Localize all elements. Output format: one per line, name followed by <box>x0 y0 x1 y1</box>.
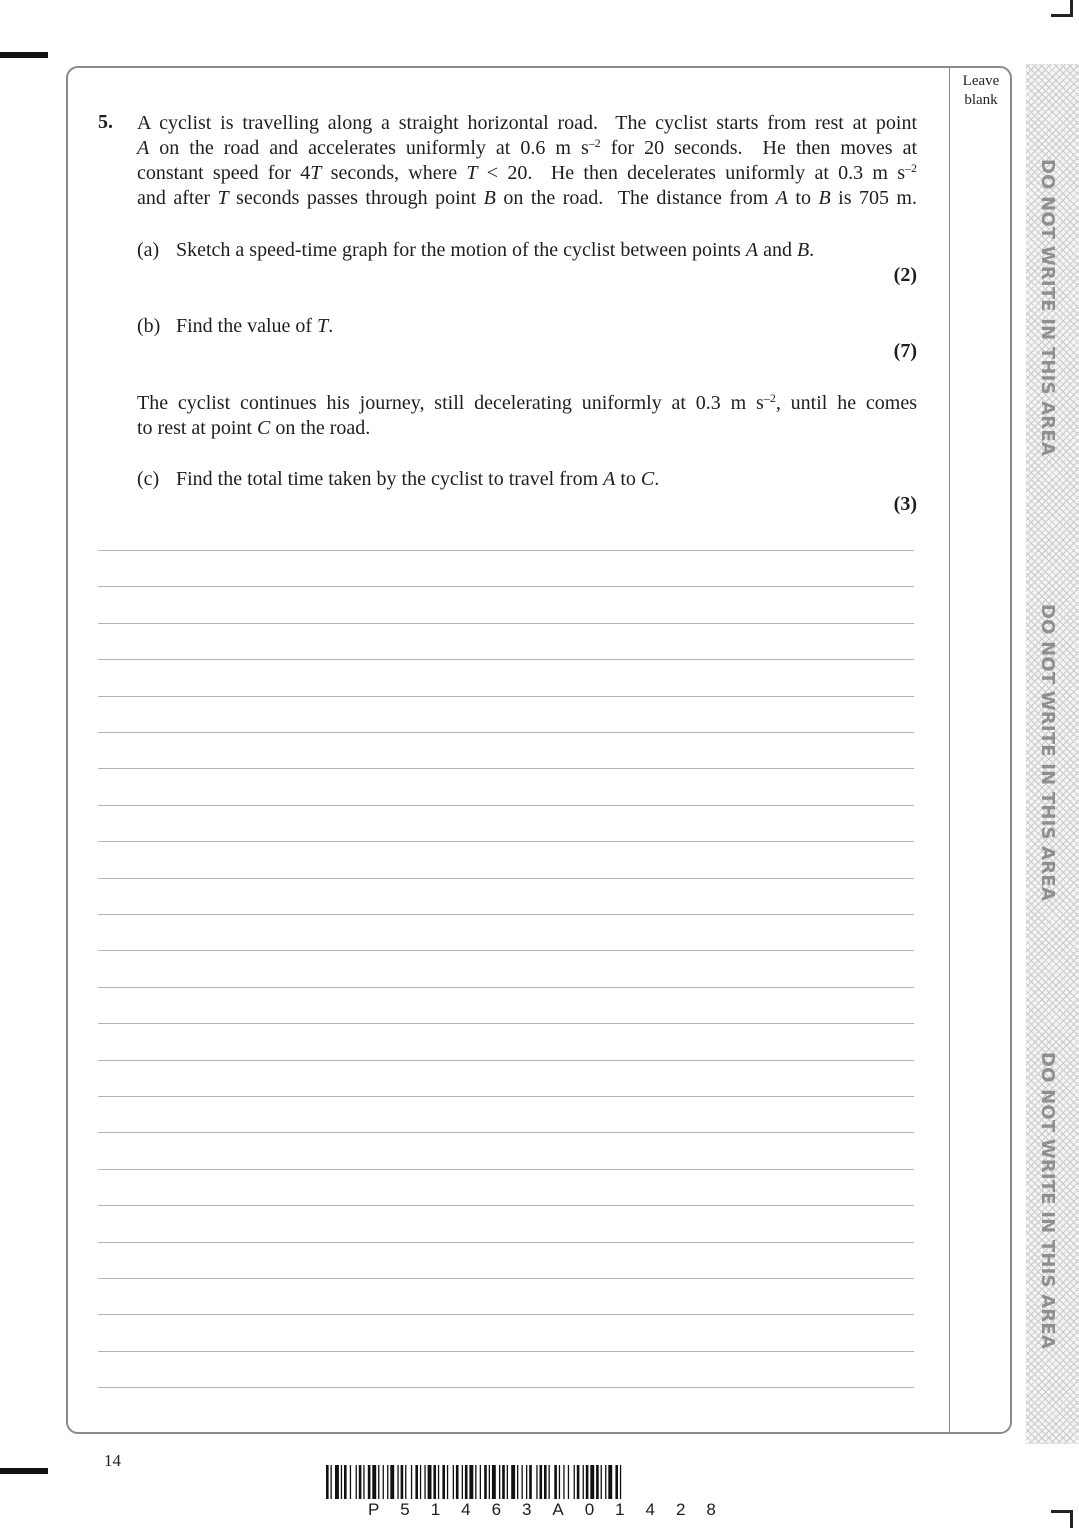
barcode-bar <box>341 1465 342 1499</box>
leave-blank-label <box>951 72 1011 110</box>
answer-line[interactable] <box>98 550 914 551</box>
crop-mark-top-right-h <box>1051 14 1073 17</box>
answer-line[interactable] <box>98 1387 914 1388</box>
barcode-digit: 4 <box>461 1500 471 1519</box>
answer-line[interactable] <box>98 841 914 842</box>
answer-line[interactable] <box>98 1169 914 1170</box>
barcode-bar <box>559 1465 560 1499</box>
barcode-bar <box>507 1465 508 1499</box>
barcode-bar <box>401 1465 404 1499</box>
answer-line[interactable] <box>98 768 914 769</box>
barcode-bar <box>526 1465 527 1499</box>
answer-line[interactable] <box>98 696 914 697</box>
barcode-bar <box>363 1465 364 1499</box>
barcode-bar <box>438 1465 439 1499</box>
answer-line[interactable] <box>98 805 914 806</box>
leave-blank-divider <box>949 68 950 1432</box>
barcode-bar <box>447 1465 448 1499</box>
barcode-bar <box>387 1465 388 1499</box>
answer-line[interactable] <box>98 1060 914 1061</box>
barcode-bar <box>608 1465 612 1499</box>
stem-line-4: and after T seconds passes through point B on the road. The distance from A to B is 705 m. <box>137 187 917 209</box>
crop-mark-bottom-right-h <box>1051 1510 1073 1513</box>
barcode-bar <box>590 1465 594 1499</box>
barcode-bar <box>415 1465 418 1499</box>
barcode-bar <box>453 1465 454 1499</box>
margin-warning-2 <box>1027 603 1067 901</box>
barcode-bar <box>405 1465 406 1499</box>
barcode-bar <box>465 1465 468 1499</box>
barcode-bar <box>390 1465 394 1499</box>
barcode-bar <box>583 1465 584 1499</box>
barcode-bar <box>577 1465 580 1499</box>
barcode-digit: 4 <box>645 1500 656 1519</box>
barcode-bar <box>350 1465 351 1499</box>
barcode-bar <box>544 1465 547 1499</box>
barcode-digit: 3 <box>521 1500 532 1519</box>
margin-warning-3 <box>1027 1051 1067 1349</box>
barcode-digit: A <box>552 1500 564 1519</box>
answer-line[interactable] <box>98 1314 914 1315</box>
barcode-bar <box>596 1465 599 1499</box>
margin-warning-1 <box>1027 158 1067 456</box>
answer-line[interactable] <box>98 732 914 733</box>
barcode-bar <box>442 1465 445 1499</box>
barcode-bar <box>499 1465 500 1499</box>
barcode-bar <box>522 1465 523 1499</box>
barcode-digit: 1 <box>430 1500 441 1519</box>
barcode-text <box>326 1500 750 1520</box>
answer-line[interactable] <box>98 1023 914 1024</box>
continuation-line-2: to rest at point C on the road. <box>137 417 371 439</box>
answer-line[interactable] <box>98 1242 914 1243</box>
barcode-bar <box>563 1465 564 1499</box>
stem-line-3: constant speed for 4T seconds, where T < 20. He then decelerates uniformly at 0.3 m $s^{-2}$ <box>137 161 917 184</box>
barcode-bar <box>529 1465 532 1499</box>
barcode-bar <box>424 1465 425 1499</box>
margin-warning-text-2: DO NOT WRITE IN THIS AREA <box>1036 603 1058 901</box>
barcode-bar <box>475 1465 476 1499</box>
part-c-marks: (3) <box>893 493 917 515</box>
page-number: 14 <box>104 1451 121 1470</box>
barcode-bar <box>511 1465 515 1499</box>
barcode-bar <box>568 1465 569 1499</box>
answer-line[interactable] <box>98 950 914 951</box>
barcode-bar <box>344 1465 347 1499</box>
barcode-bar <box>549 1465 550 1499</box>
answer-line[interactable] <box>98 1205 914 1206</box>
barcode-bar <box>601 1465 602 1499</box>
barcode <box>326 1465 750 1499</box>
barcode-bar <box>456 1465 459 1499</box>
margin-warning-text-3: DO NOT WRITE IN THIS AREA <box>1036 1051 1058 1349</box>
part-b-marks: (7) <box>893 340 917 362</box>
barcode-bar <box>378 1465 379 1499</box>
barcode-digit: 0 <box>584 1500 595 1519</box>
barcode-bar <box>492 1465 496 1499</box>
barcode-bar <box>484 1465 487 1499</box>
stem-line-1: A cyclist is travelling along a straight horizontal road. The cyclist starts from rest at point <box>137 112 917 134</box>
barcode-bar <box>469 1465 473 1499</box>
barcode-bar <box>411 1465 412 1499</box>
barcode-digit: 1 <box>615 1500 625 1519</box>
part-a-text: Sketch a speed-time graph for the motion of the cyclist between points A and B. <box>176 239 815 261</box>
answer-line[interactable] <box>98 1096 914 1097</box>
barcode-digit: P <box>368 1500 380 1519</box>
answer-line[interactable] <box>98 659 914 660</box>
barcode-bar <box>420 1465 421 1499</box>
answer-line[interactable] <box>98 1351 914 1352</box>
answer-line[interactable] <box>98 878 914 879</box>
barcode-bar <box>368 1465 371 1499</box>
barcode-bar <box>326 1465 329 1499</box>
barcode-bar <box>502 1465 505 1499</box>
barcode-bar <box>372 1465 376 1499</box>
leave-blank-line-2: blank <box>964 92 998 108</box>
barcode-bar <box>331 1465 332 1499</box>
barcode-bar <box>359 1465 362 1499</box>
answer-line[interactable] <box>98 586 914 587</box>
barcode-bar <box>540 1465 543 1499</box>
part-b-text: Find the value of T. <box>176 315 334 337</box>
barcode-bar <box>615 1465 618 1499</box>
part-a-label: (a) <box>137 239 160 261</box>
barcode-bar <box>489 1465 490 1499</box>
barcode-bar <box>433 1465 436 1499</box>
barcode-bar <box>480 1465 481 1499</box>
part-c-label: (c) <box>137 468 160 490</box>
stem-line-2: A on the road and accelerates uniformly at 0.6 m $s^{-2}$ for 20 seconds. He then moves at <box>137 136 917 159</box>
barcode-bar <box>536 1465 537 1499</box>
leave-blank-line-1: Leave <box>962 73 1000 89</box>
question-frame <box>66 66 1012 1434</box>
answer-line[interactable] <box>98 1132 914 1133</box>
barcode-bar <box>605 1465 606 1499</box>
barcode-bar <box>574 1465 575 1499</box>
barcode-bar <box>383 1465 384 1499</box>
barcode-bar <box>335 1465 339 1499</box>
answer-line[interactable] <box>98 623 914 624</box>
barcode-digit: 5 <box>400 1500 410 1519</box>
answer-line[interactable] <box>98 914 914 915</box>
barcode-bar <box>397 1465 398 1499</box>
part-a-marks: (2) <box>893 264 917 286</box>
margin-warning-text-1: DO NOT WRITE IN THIS AREA <box>1036 158 1058 456</box>
barcode-bar <box>517 1465 518 1499</box>
barcode-bar <box>428 1465 432 1499</box>
registration-mark-top <box>0 52 48 58</box>
registration-mark-bottom <box>0 1468 48 1474</box>
barcode-bar <box>586 1465 589 1499</box>
answer-line[interactable] <box>98 1278 914 1279</box>
barcode-bar <box>620 1465 621 1499</box>
barcode-bar <box>554 1465 557 1499</box>
barcode-bar <box>462 1465 463 1499</box>
part-b-label: (b) <box>137 315 161 337</box>
barcode-digit: 8 <box>706 1500 716 1519</box>
barcode-bar <box>356 1465 357 1499</box>
answer-line[interactable] <box>98 987 914 988</box>
barcode-digit: 6 <box>491 1500 502 1519</box>
continuation-line-1: The cyclist continues his journey, still decelerating uniformly at 0.3 m $s^{-2}$, until he comes <box>137 391 918 414</box>
question-number: 5. <box>98 111 113 133</box>
barcode-digit: 2 <box>675 1500 686 1519</box>
part-c-text: Find the total time taken by the cyclist to travel from A to C. <box>176 468 660 490</box>
